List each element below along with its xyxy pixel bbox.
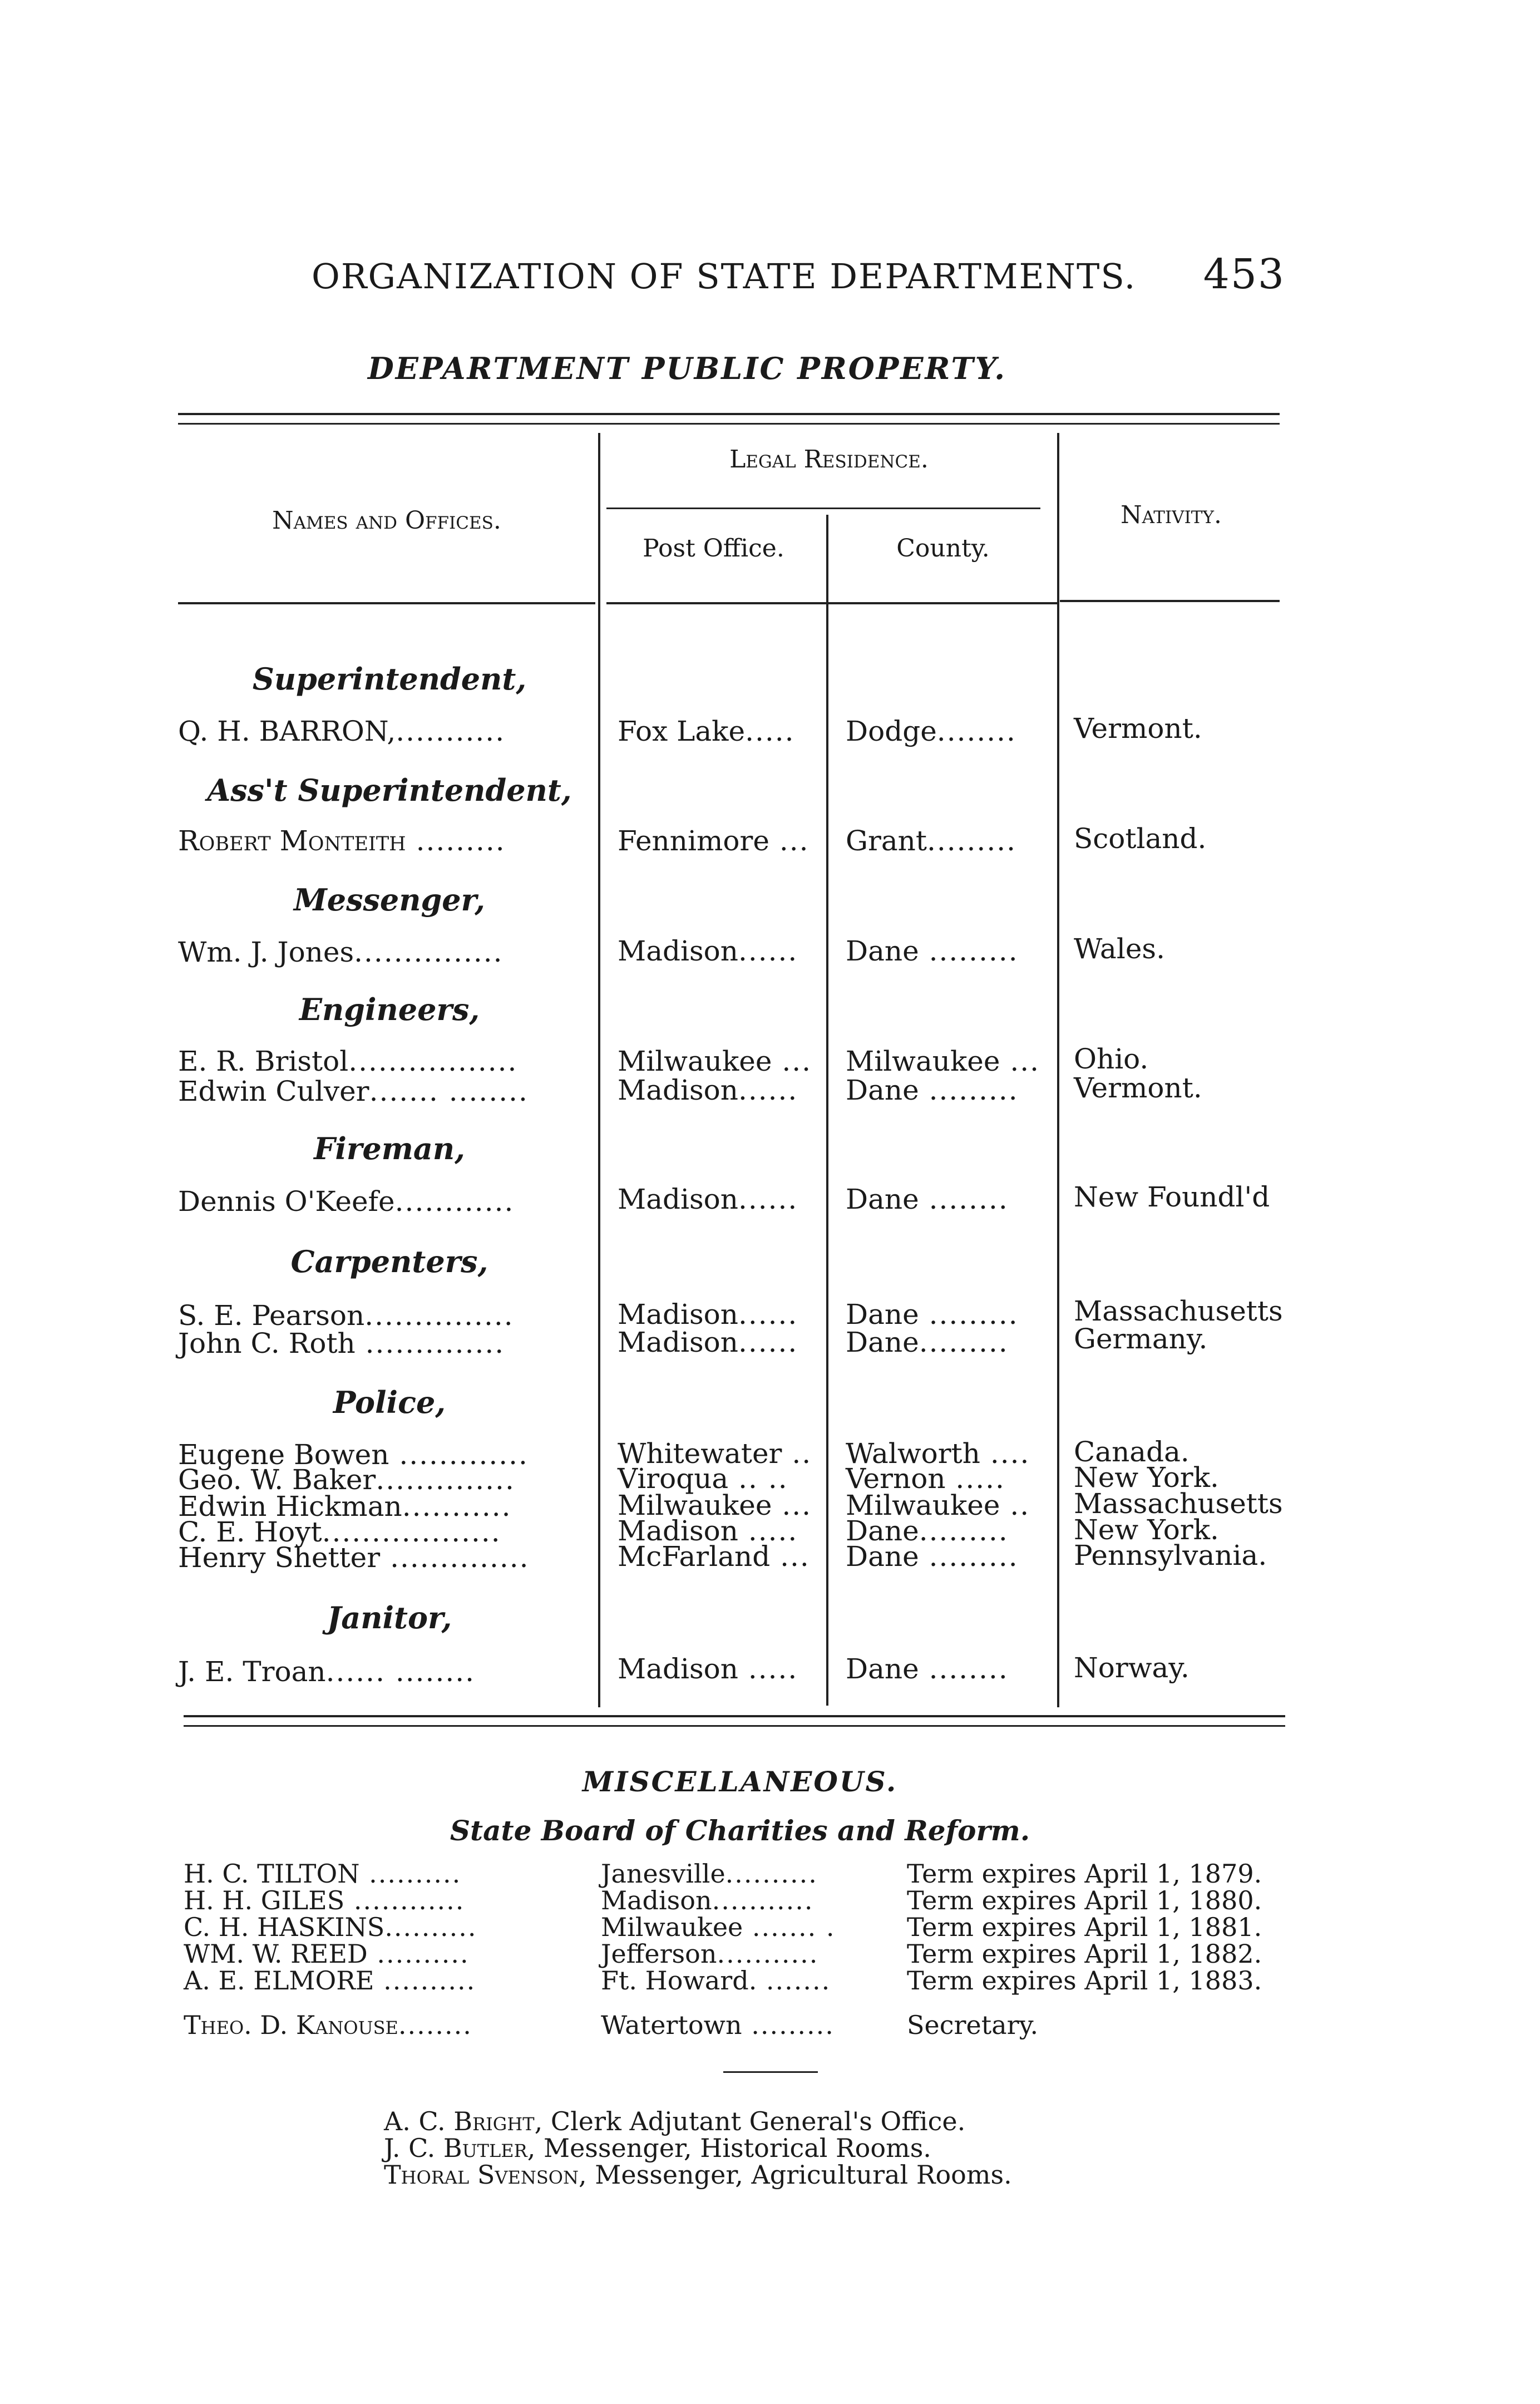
member-term: Term expires April 1, 1883. <box>907 1965 1262 1996</box>
county-cell: Dane ......... <box>846 935 1019 967</box>
county-cell: Dane......... <box>846 1515 1009 1547</box>
member-name: C. H. HASKINS.......... <box>184 1912 477 1942</box>
person-name: Henry Shetter .............. <box>178 1541 530 1574</box>
post-office-cell: Madison...... <box>618 1183 798 1215</box>
county-cell: Dane ......... <box>846 1298 1019 1331</box>
column-header-post-office: Post Office. <box>643 534 784 563</box>
nativity-cell: Massachusetts <box>1074 1487 1283 1520</box>
nativity-cell: Wales. <box>1074 933 1165 965</box>
post-office-cell: Viroqua .. .. <box>618 1462 788 1495</box>
office-heading: Carpenters, <box>290 1244 488 1279</box>
post-office-cell: Milwaukee ... <box>618 1489 812 1521</box>
office-heading: Fireman, <box>314 1131 465 1166</box>
post-office-cell: Madison ..... <box>618 1653 798 1685</box>
department-title: DEPARTMENT PUBLIC PROPERTY. <box>367 351 1007 386</box>
post-office-cell: Fox Lake..... <box>618 715 795 747</box>
post-office-cell: Madison...... <box>618 1298 798 1331</box>
nativity-cell: New York. <box>1074 1461 1219 1494</box>
secretary-name: Theo. D. Kanouse........ <box>184 2010 472 2040</box>
person-name: John C. Roth .............. <box>178 1327 505 1359</box>
member-term: Term expires April 1, 1880. <box>907 1885 1262 1915</box>
nativity-cell: Vermont. <box>1074 712 1202 745</box>
county-cell: Dane......... <box>846 1326 1009 1358</box>
page-number: 453 <box>1203 250 1285 298</box>
person-name: Dennis O'Keefe............ <box>178 1185 515 1218</box>
nativity-cell: Germany. <box>1074 1323 1208 1355</box>
officer-line <box>384 2160 1012 2190</box>
column-divider <box>1057 433 1059 1707</box>
person-name: J. E. Troan...... ........ <box>178 1656 476 1688</box>
column-header-county: County. <box>896 534 990 563</box>
person-name: S. E. Pearson............... <box>178 1299 514 1332</box>
nativity-cell: Vermont. <box>1074 1072 1202 1104</box>
nativity-cell: Canada. <box>1074 1436 1189 1468</box>
county-cell: Dane ........ <box>846 1653 1009 1685</box>
legal-residence-rule <box>606 508 1040 509</box>
person-name: Eugene Bowen ............. <box>178 1439 529 1471</box>
post-office-cell: Madison...... <box>618 935 798 967</box>
column-header-legal-residence: Legal Residence. <box>729 445 929 474</box>
officer-role: Clerk Adjutant General's Office. <box>542 2106 966 2136</box>
secretary-role: Secretary. <box>907 2010 1039 2040</box>
post-office-cell: Milwaukee ... <box>618 1045 812 1077</box>
officer-name: J. C. Butler, <box>384 2133 536 2163</box>
county-cell: Vernon ..... <box>846 1462 1005 1495</box>
member-town: Janesville.......... <box>601 1859 818 1889</box>
column-header-nativity: Nativity. <box>1121 501 1222 529</box>
office-heading: Superintendent, <box>252 661 527 697</box>
person-name: Robert Monteith ......... <box>178 825 506 857</box>
officer-name: A. C. Bright, <box>384 2106 543 2136</box>
office-heading: Police, <box>333 1385 446 1420</box>
nativity-cell: New Foundl'd <box>1074 1181 1270 1213</box>
column-divider <box>826 515 828 1706</box>
member-town: Madison........... <box>601 1885 814 1915</box>
county-cell: Dane ........ <box>846 1183 1009 1215</box>
secretary-town: Watertown ......... <box>601 2010 835 2040</box>
post-office-cell: Fennimore ... <box>618 825 810 857</box>
post-office-cell: Whitewater .. <box>618 1437 812 1470</box>
member-town: Ft. Howard. ....... <box>601 1965 831 1996</box>
county-cell: Grant......... <box>846 825 1016 857</box>
misc-title: MISCELLANEOUS. <box>582 1765 898 1798</box>
member-name: H. H. GILES ............ <box>184 1885 465 1915</box>
county-cell: Walworth .... <box>846 1437 1030 1470</box>
member-name: H. C. TILTON .......... <box>184 1859 462 1889</box>
nativity-cell: New York. <box>1074 1514 1219 1546</box>
nativity-cell: Pennsylvania. <box>1074 1539 1267 1572</box>
officer-line <box>384 2133 931 2163</box>
officer-role: Messenger, Historical Rooms. <box>535 2133 931 2163</box>
table-bottom-rule-2 <box>184 1725 1285 1727</box>
county-cell: Milwaukee ... <box>846 1045 1040 1077</box>
post-office-cell: McFarland ... <box>618 1540 810 1573</box>
nativity-cell: Massachusetts <box>1074 1295 1283 1327</box>
nativity-cell: Norway. <box>1074 1652 1189 1684</box>
member-term: Term expires April 1, 1881. <box>907 1912 1262 1942</box>
short-divider <box>723 2071 818 2073</box>
officer-role: Messenger, Agricultural Rooms. <box>586 2160 1012 2190</box>
county-cell: Dane ......... <box>846 1540 1019 1573</box>
officer-line <box>384 2106 965 2136</box>
post-office-cell: Madison...... <box>618 1074 798 1106</box>
county-cell: Dane ......... <box>846 1074 1019 1106</box>
page-header-title: ORGANIZATION OF STATE DEPARTMENTS. <box>312 256 1137 297</box>
table-top-rule-2 <box>178 423 1280 425</box>
person-name: Geo. W. Baker.............. <box>178 1464 515 1496</box>
county-cell: Milwaukee .. <box>846 1489 1030 1521</box>
column-header-names: Names and Offices. <box>272 506 501 535</box>
person-name: C. E. Hoyt.................. <box>178 1516 501 1548</box>
person-name: Edwin Hickman........... <box>178 1490 512 1523</box>
office-heading: Ass't Superintendent, <box>207 772 572 808</box>
header-bottom-rule <box>178 602 595 604</box>
member-term: Term expires April 1, 1882. <box>907 1939 1262 1969</box>
member-name: WM. W. REED .......... <box>184 1939 470 1969</box>
post-office-cell: Madison...... <box>618 1326 798 1358</box>
county-cell: Dodge........ <box>846 715 1016 747</box>
office-heading: Janitor, <box>327 1600 452 1635</box>
member-term: Term expires April 1, 1879. <box>907 1859 1262 1889</box>
officer-name: Thoral Svenson, <box>384 2160 587 2190</box>
member-name: A. E. ELMORE .......... <box>184 1965 476 1996</box>
person-name: Wm. J. Jones............... <box>178 936 504 968</box>
nativity-cell: Scotland. <box>1074 822 1207 855</box>
nativity-cell: Ohio. <box>1074 1043 1149 1075</box>
person-name: E. R. Bristol................. <box>178 1045 518 1077</box>
table-top-rule <box>178 413 1280 415</box>
office-heading: Messenger, <box>294 882 485 918</box>
office-heading: Engineers, <box>299 992 480 1027</box>
column-divider <box>598 433 600 1707</box>
member-town: Jefferson........... <box>601 1939 819 1969</box>
header-bottom-rule <box>606 602 1057 604</box>
header-bottom-rule <box>1060 600 1280 602</box>
running-header <box>312 250 1285 298</box>
post-office-cell: Madison ..... <box>618 1515 798 1547</box>
board-title: State Board of Charities and Reform. <box>450 1814 1030 1847</box>
table-bottom-rule <box>184 1715 1285 1717</box>
member-town: Milwaukee ....... . <box>601 1912 836 1942</box>
person-name: Q. H. BARRON,........... <box>178 715 506 747</box>
person-name: Edwin Culver....... ........ <box>178 1075 529 1107</box>
